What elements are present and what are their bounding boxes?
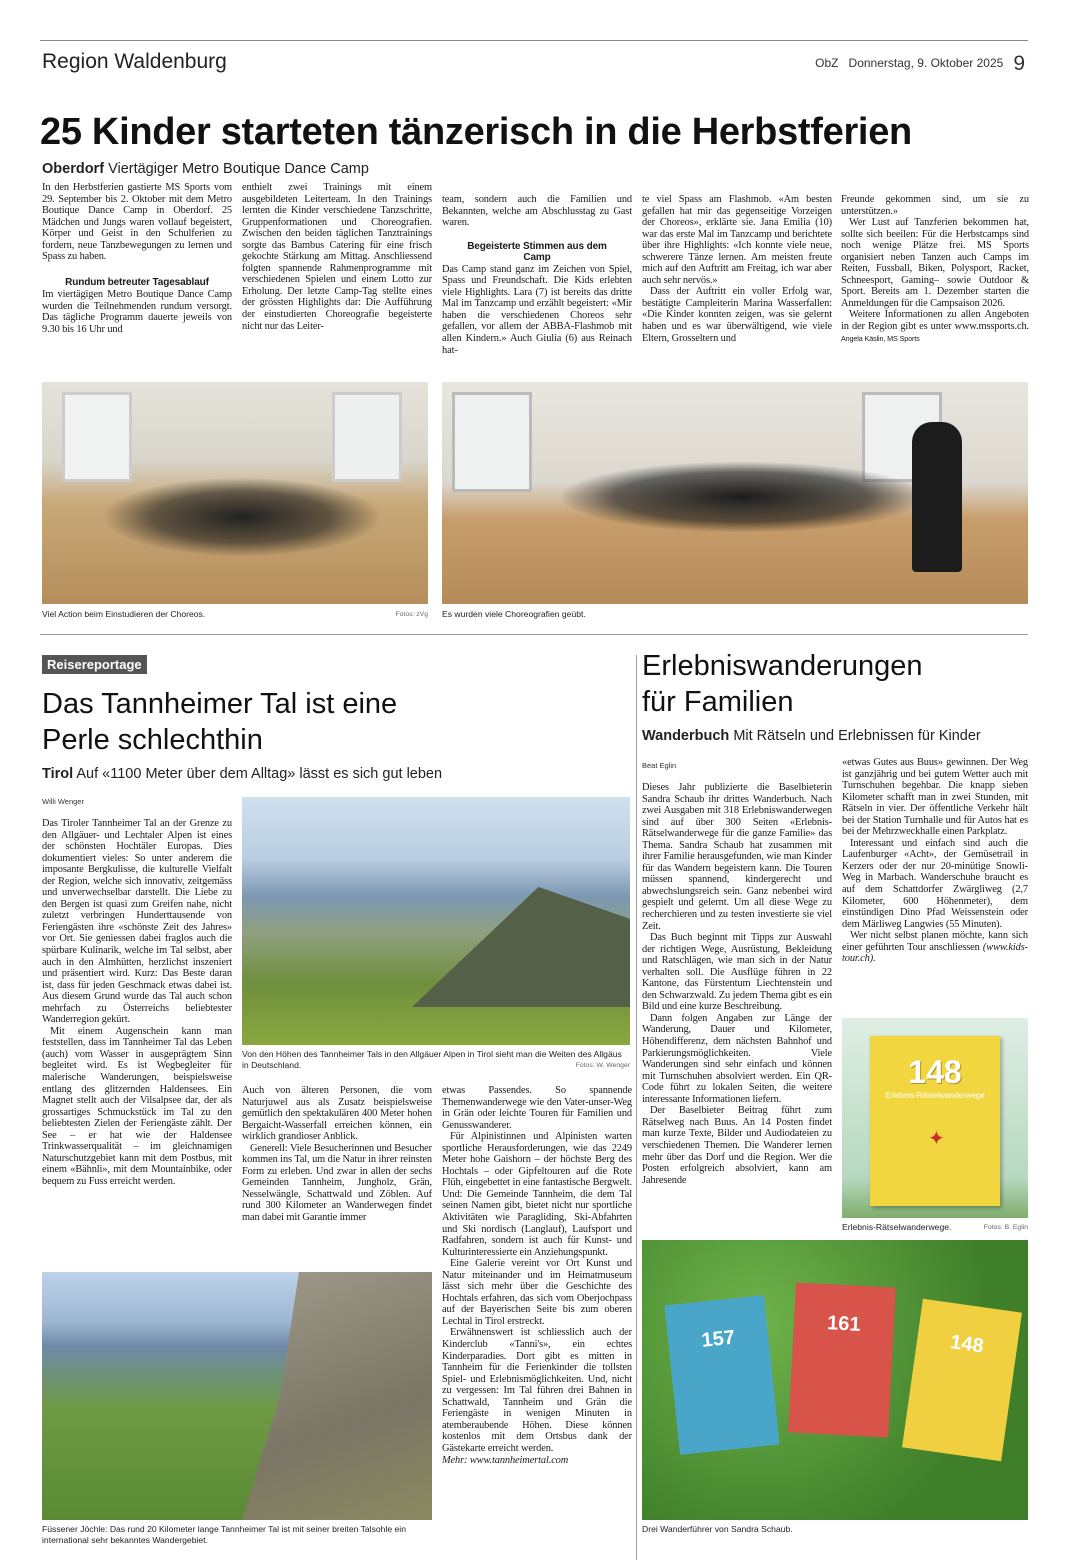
subheading: Begeisterte Stimmen aus dem Camp [467, 240, 607, 264]
dance-photo-1 [42, 382, 428, 604]
byline: Beat Eglin [642, 761, 677, 770]
article1-col1 [42, 182, 232, 336]
photo-caption [842, 1222, 1028, 1233]
paragraph: Auch von älteren Personen, die vom Naturjuwel aus als Zusatz beispielsweise gemütlich den spektakulären 400 Meter hohen Bergaicht-Wasserfall erreichen können, ein wirklich grandioser Anblick. [242, 1085, 432, 1143]
paragraph: Das Buch beginnt mit Tipps zur Auswahl der richtigen Wege, Ausrüstung, Bekleidung und Ratschlägen, wie man sich in der Natur verhalten soll. Die Ausflüge führen in 22 Kantone, das Fürstentum Liechtenstein und den Schwarzwald. Zu jedem Thema gibt es ein Bild und eine kurze Beschreibung. [642, 932, 832, 1013]
book-cover-photo: 148 Erlebnis-Rätselwanderwege ✦ [842, 1018, 1028, 1218]
article1-col2 [242, 182, 432, 332]
caption-text: Erlebnis-Rätselwanderwege. [842, 1222, 952, 1232]
article2-col2 [242, 1085, 432, 1224]
article3-col2 [842, 757, 1028, 965]
photo-caption [242, 1049, 630, 1071]
paragraph: te viel Spass am Flashmob. «Am besten gefallen hat mir das gegenseitige Vorzeigen der Choreos», erklärte sie. Jana Emilia (10) war das erste Mal im Tanzcamp und berichtete über ihre Highlights: «Ich konnte viele neue, schwerere Tänze lernen. Am meisten freute mich auf den Auftritt am Freitag, ich war aber auch sehr nervös.» [642, 194, 832, 286]
header-rule [40, 40, 1028, 41]
paragraph: Generell: Viele Besucherinnen und Besucher kommen ins Tal, um die Natur in ihrer reinsten Form zu erleben. Und zwar in allen der sechs Gemeinden Tannheim, Jungholz, Grän, Nesselwängle, Schattwald und Zöblen. Auf rund 300 Kilometer an Wanderwegen findet man dabei mit Garantie immer [242, 1142, 432, 1224]
kicker: Tirol [42, 766, 74, 782]
caption-text: Von den Höhen des Tannheimer Tals in den Allgäuer Alpen in Tirol sieht man die Weiten des Allgäus in Deutschland. [242, 1049, 622, 1070]
paragraph: Dass der Auftritt ein voller Erfolg war, bestätigte Campleiterin Marina Wasserfallen: «Die Kinder konnten zeigen, was sie gelernt haben und es war überwältigend, wie viele Eltern, Grosseltern und [642, 286, 832, 344]
page-meta [815, 52, 1025, 76]
photo-credit: Fotos: B. Eglin [983, 1224, 1028, 1231]
caption-text: Viel Action beim Einstudieren der Choreos. [42, 609, 206, 619]
kids-tour-link[interactable]: (www.kids-tour.ch). [842, 941, 1028, 965]
paragraph: Erwähnenswert ist schliesslich auch der Kinderclub «Tanni's», ein echtes Kinderparadies. Dort gibt es mitten in Tannheim für die Ferienkinder die tollsten Spiel- und Erlebnismöglichkeiten. Und, nicht zu vergessen: Im Tal führen drei Bahnen in Schattwald, Tannheim und Grän die Feriengäste in wenigen Minuten in atemberaubende Höhen. Diese können kostenlos mit dem Ortsbus dank der Gästekarte erreicht werden. [442, 1327, 632, 1454]
title-line: für Familien [642, 686, 794, 718]
dance-photo-2 [442, 382, 1028, 604]
page-number: 9 [1013, 52, 1025, 75]
photo-credit: Fotos: zVg [395, 611, 428, 618]
paragraph: Für Alpinistinnen und Alpinisten warten sportliche Herausforderungen, wie das 2249 Meter hohe Gaishorn – der höchste Berg des Hochtals – oder Gipfeltouren auf die Rote Flüh, eingebettet in eine fantastische Bergwelt. Und: Die Gemeinde Tannheim, die dem Tal seinen Namen gibt, bietet nicht nur sportliche Aktivitäten wie Paragliding, Ski-Abfahrten und Ski nordisch (Langlauf), Laufsport und Radfahren, sondern ist auch für Kunst- und Kulturinteressierte ein Anziehungspunkt. [442, 1131, 632, 1258]
book-number: 157 [700, 1326, 736, 1352]
paragraph: Interessant und einfach sind auch die Laufenburger «Acht», der Gemüsetrail in Kerzers oder der nur 20-minütige Snowli-Weg in Marbach. Wanderschuhe braucht es auf dem Schattdorfer Zwärgliweg (2,7 Kilometer, 600 Höhenmeter), dem einstündigen Dino Pfad Weissenstein oder dem Märliweg Langwies (55 Minuten). [842, 837, 1028, 930]
paragraph: In den Herbstferien gastierte MS Sports vom 29. September bis 2. Oktober mit dem Metro Boutique Dance Camp in Oberdorf. 25 Mädchen und Jungs waren vollauf begeistert, Körper und Geist in den Schulferien zu fordern, neue Tanzbewegungen zu lernen und Spass zu haben. [42, 182, 232, 263]
article2-subtitle [42, 766, 442, 782]
paragraph-text: Weitere Informationen zu allen Angeboten in der Region gibt es unter www.mssports.ch. [841, 309, 1029, 333]
paragraph: Das Tiroler Tannheimer Tal an der Grenze zu den Allgäuer- und Lechtaler Alpen ist eines der schönsten Hochtäler Europas. Dies dokumentiert vieles: So unter anderem die imposante Bergkulisse, die kulturelle Vielfalt der Region, welche sich innovativ, zeitgemäss und unverwechselbar darstellt. Die Liebe zu den Bergen ist quasi zum Greifen nahe, nicht zuletzt verbringen Hunderttausende von Feriengästen ihre «schönste Zeit des Jahres» vor Ort. Sie geniessen dabei fraglos auch die spürbare Kulinarik, welche im Tal selbst, aber auch in den Almhütten, herzlichst inszeniert und präsentiert wird. Kurz: Das Beste daran ist, dass für jeden Geschmack etwas dabei ist. Aus diesem Grund wurde das Tal auch schon mehrfach zu Österreichs beliebtester Wanderregion gekürt. [42, 818, 232, 1026]
book-title: Erlebnis-Rätselwanderwege [885, 1091, 985, 1100]
book-157 [664, 1295, 779, 1455]
article1-title: 25 Kinder starteten tänzerisch in die Herbstferien [40, 111, 912, 153]
photo-caption: Drei Wanderführer von Sandra Schaub. [642, 1524, 793, 1534]
title-line: Das Tannheimer Tal ist eine [42, 688, 398, 720]
article1-subtitle [42, 161, 369, 177]
paragraph: Eine Galerie vereint vor Ort Kunst und Natur miteinander und im Heimatmuseum lässt sich mehr über die Geschichte des Hochtals erfahren, das sich vom Oberjochpass auf der Bayerischen Seite bis zum oberen Lechtal in Tirol erstreckt. [442, 1258, 632, 1327]
more-link[interactable]: Mehr: www.tannheimertal.com [442, 1454, 569, 1466]
photo-caption: Füssener Jöchle: Das rund 20 Kilometer lange Tannheimer Tal ist mit seiner breiten Talsohle ein international sehr bekanntes Wandergebiet. [42, 1524, 406, 1545]
article2-col3 [442, 1085, 632, 1466]
paragraph: team, sondern auch die Familien und Bekannten, welche am Abschlusstag zu Gast waren. [442, 194, 632, 229]
category-badge: Reisereportage [42, 655, 147, 674]
kicker: Wanderbuch [642, 728, 730, 744]
subheading: Rundum betreuter Tagesablauf [65, 276, 209, 288]
paragraph: Mit einem Augenschein kann man feststellen, dass im Tannheimer Tal das Leben (auch) vom Wasser in ausgeprägtem Sinn begleitet wird. Es ist Wegbegleiter für malerische Wanderungen, beispielsweise entlang des glitzernden Haldensees. Ein Magnet stellt auch der Vilsalpsee dar, der als grossartiges Schmuckstück im Tal zu den beliebtesten Zielen der Feriengäste zählt. Der See – er hat wie der Haldensee Trinkwasserqualität – im gleichnamigen Naturschutzgebiet kann mit dem Postbus, mit einem «Bähnli», mit dem Mountainbike, oder bequem zu Fuss erreicht werden. [42, 1025, 232, 1187]
alps-view-photo [242, 797, 630, 1045]
issue-date: Donnerstag, 9. Oktober 2025 [848, 56, 1004, 70]
author: Angela Käslin, MS Sports [841, 333, 920, 343]
article2-title [42, 686, 397, 758]
photo-credit: Fotos: W. Wenger [575, 1062, 630, 1069]
subtitle: Auf «1100 Meter über dem Alltag» lässt es sich gut leben [76, 766, 443, 782]
article1-col5 [841, 194, 1029, 344]
valley-photo [42, 1272, 432, 1520]
article2-col1 [42, 818, 232, 1188]
column-divider [636, 655, 637, 1560]
byline: Willi Wenger [42, 797, 84, 806]
paragraph-text: Wer nicht selbst planen möchte, kann sich einer geführten Tour anschliessen [842, 930, 1028, 953]
title-line: Erlebniswanderungen [642, 650, 923, 682]
paragraph: Wer Lust auf Tanzferien bekommen hat, sollte sich beeilen: Für die Herbstcamps sind noch wenige Plätze frei. MS Sports organisiert neben Tanzen auch Camps im Reiten, Fussball, Biken, Polysport, Racket, Schneesport, Gaming– sowie Outdoor & Sport. Bereits am 1. Dezember starten die Anmeldungen für die Campsaison 2026. [841, 217, 1029, 309]
book-148 [902, 1299, 1022, 1461]
article1-col4 [642, 194, 832, 344]
paragraph: «etwas Gutes aus Buus» gewinnen. Der Weg ist ganzjährig und bei gutem Wetter auch mit Turnschuhen begehbar. Die knapp sieben Kilometer schafft man in zwei Stunden, mit Rätseln in vier. Der öffentliche Verkehr hält bei der Station Turnhalle und für Autos hat es bei der Mehrzweckhalle einen Parkplatz. [842, 757, 1028, 838]
article3-subtitle [642, 728, 981, 744]
book-161 [788, 1282, 896, 1437]
paragraph [841, 309, 1029, 344]
article3-col1 [642, 782, 832, 1186]
paragraph: Der Baselbieter Beitrag führt zum Rätselweg nach Buus. An 14 Posten findet man kurze Texte, Bilder und Audiodateien zu verschiedenen Themen. Die Wanderer lernen mehr über das Dorf und die Region. Wer die Posten erfolgreich absolviert, kann am Jahresende [642, 1105, 832, 1186]
paragraph: etwas Passendes. So spannende Themenwanderwege wie den Vater-unser-Weg in Grän oder leichte Touren für Familien und Genusswanderer. [442, 1085, 632, 1131]
divider [40, 634, 1028, 635]
article1-col3 [442, 194, 632, 356]
photo-caption [42, 609, 428, 620]
paragraph: Dann folgen Angaben zur Länge der Wanderung, Dauer und Kilometer, Höhendifferenz, dem nächsten Bahnhof und Parkierungsmöglichkeiten. Viele Wanderungen sind sehr einfach und können mit Turnschuhen absolviert werden. Ein QR-Code führt zu lokalen Seiten, die weitere interessante Informationen liefern. [642, 1012, 832, 1105]
article3-title [642, 648, 923, 720]
paragraph: Freunde gekommen sind, um sie zu unterstützen.» [841, 194, 1029, 217]
books-on-grass-photo [642, 1240, 1028, 1520]
paper-name: ObZ [815, 56, 839, 70]
book-number: 161 [826, 1312, 862, 1336]
subtitle: Mit Rätseln und Erlebnissen für Kinder [733, 728, 981, 744]
section-title: Region Waldenburg [42, 50, 227, 73]
paragraph: Dieses Jahr publizierte die Baselbieterin Sandra Schaub ihr drittes Wanderbuch. Nach zwei Ausgaben mit 318 Erlebniswanderwegen sind auf über 300 Seiten «Erlebnis-Rätselwanderwege für die ganze Familie» das Thema. Sandra Schaub hat zusammen mit ihrer Familie herausgefunden, wie man Kinder für das Wandern begeistern kann. Die Touren müssen spannend, kindergerecht und abwechslungsreich sein. Ganz nebenbei wird gespielt und gelernt. Um all diese Wege zu recherchieren und zu testen investierte sie viel Zeit. [642, 782, 832, 932]
photo-caption: Es wurden viele Choreografien geübt. [442, 609, 586, 619]
paragraph: enthielt zwei Trainings mit einem ausgebildeten Leiterteam. In den Trainings lernten die Kinder verschiedene Tanzschritte, Gruppenformationen und Choreografien. Zwischen den beiden täglichen Tanztrainings sorgte das Bambus Catering für eine frisch gekochte Stärkung am Mittag. Anschliessend folgten spannende Rahmenprogramme mit verschiedenen Spielen und einem Lotto zur Erholung. Der letzte Camp-Tag stellte eines der grössten Highlights dar: Die Aufführung der einstudierten Choreografie begeisterte nicht nur das Leiter- [242, 182, 432, 332]
subtitle: Viertägiger Metro Boutique Dance Camp [108, 161, 369, 177]
paragraph: Im viertägigen Metro Boutique Dance Camp wurden die Teilnehmenden rundum versorgt. Das tägliche Programm dauerte jeweils von 9.30 bis 16 Uhr und [42, 289, 232, 336]
kicker: Oberdorf [42, 161, 105, 177]
paragraph: Das Camp stand ganz im Zeichen von Spiel, Spass und Freundschaft. Die Kids erlebten viele Highlights. Lara (7) ist bereits das dritte Mal im Tanzcamp und erzählt begeistert: «Mir haben die verschiedenen Choreos sehr gefallen, vor allem der ABBA-Flashmob mit allen Kindern.» Auch Giulia (6) aus Reinach hat- [442, 263, 632, 356]
title-line: Perle schlechthin [42, 724, 263, 756]
book-number: 148 [948, 1331, 986, 1358]
book-number: 148 [908, 1054, 962, 1090]
